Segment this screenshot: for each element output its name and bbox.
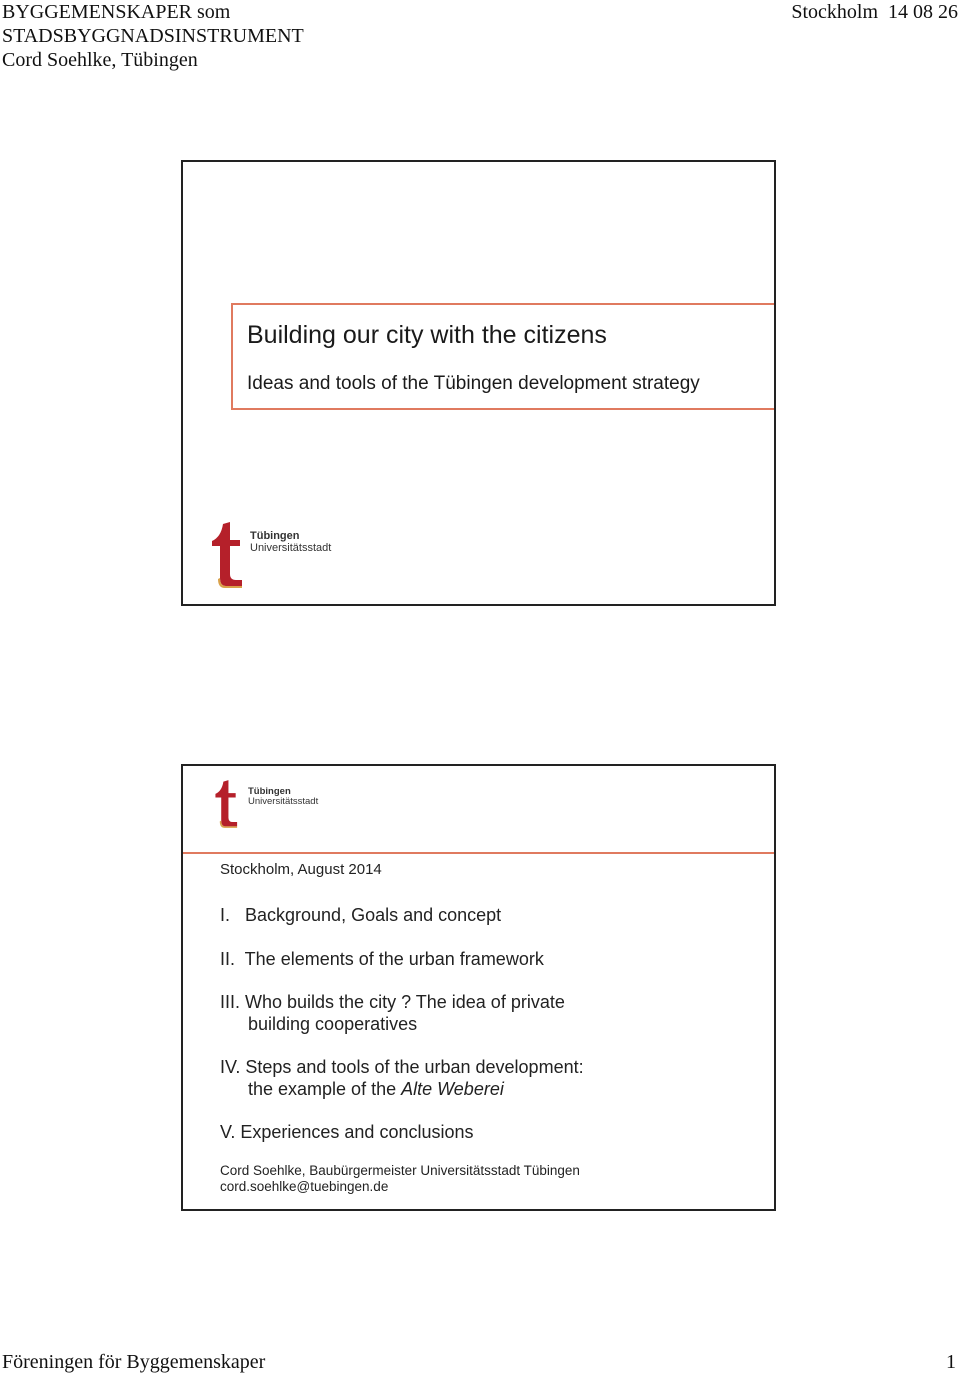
slide-2 (181, 764, 776, 1211)
agenda-item-text: I. Background, Goals and concept (220, 905, 502, 925)
header-divider (183, 852, 774, 854)
header-line-1: BYGGEMENSKAPER som (2, 1, 231, 23)
agenda-item (220, 1121, 474, 1143)
header-line-3: Cord Soehlke, Tübingen (2, 49, 198, 71)
agenda-item-continuation-text: the example of the (248, 1079, 402, 1099)
page-number: 1 (946, 1351, 956, 1373)
agenda-item (220, 1056, 584, 1100)
tuebingen-t-logo-icon (210, 522, 246, 588)
logo-city-name: Tübingen (248, 786, 291, 797)
agenda-item (220, 904, 501, 926)
document-header (2, 0, 304, 72)
header-line-2: STADSBYGGNADSINSTRUMENT (2, 25, 304, 47)
agenda-item-text: IV. Steps and tools of the urban development: (220, 1057, 584, 1077)
agenda-item (220, 991, 565, 1035)
agenda-item-continuation: building cooperatives (248, 1014, 418, 1034)
logo-city-subtitle: Universitätsstadt (250, 542, 332, 554)
slide-1 (181, 160, 776, 606)
footer-organization: Föreningen för Byggemenskaper (2, 1351, 266, 1373)
contact-email: cord.soehlke@tuebingen.de (220, 1179, 389, 1194)
agenda-item (220, 948, 544, 970)
agenda-item-text: II. The elements of the urban framework (220, 949, 544, 969)
slide-subtitle: Ideas and tools of the Tübingen development strategy (247, 373, 700, 394)
header-place-date: Stockholm 14 08 26 (791, 1, 958, 23)
agenda-item-text: V. Experiences and conclusions (220, 1122, 474, 1142)
logo-city-name: Tübingen (250, 530, 300, 542)
logo-city-subtitle: Universitätsstadt (248, 796, 319, 807)
place-date: Stockholm, August 2014 (220, 861, 382, 878)
contact-name: Cord Soehlke, Baubürgermeister Universitätsstadt Tübingen (220, 1163, 580, 1178)
slide-title: Building our city with the citizens (247, 321, 607, 349)
title-box (231, 303, 776, 410)
agenda-item-continuation (220, 1078, 584, 1100)
project-name: Alte Weberei (401, 1079, 504, 1099)
tuebingen-t-logo-icon (214, 778, 240, 830)
agenda-item-text: III. Who builds the city ? The idea of private (220, 992, 565, 1012)
